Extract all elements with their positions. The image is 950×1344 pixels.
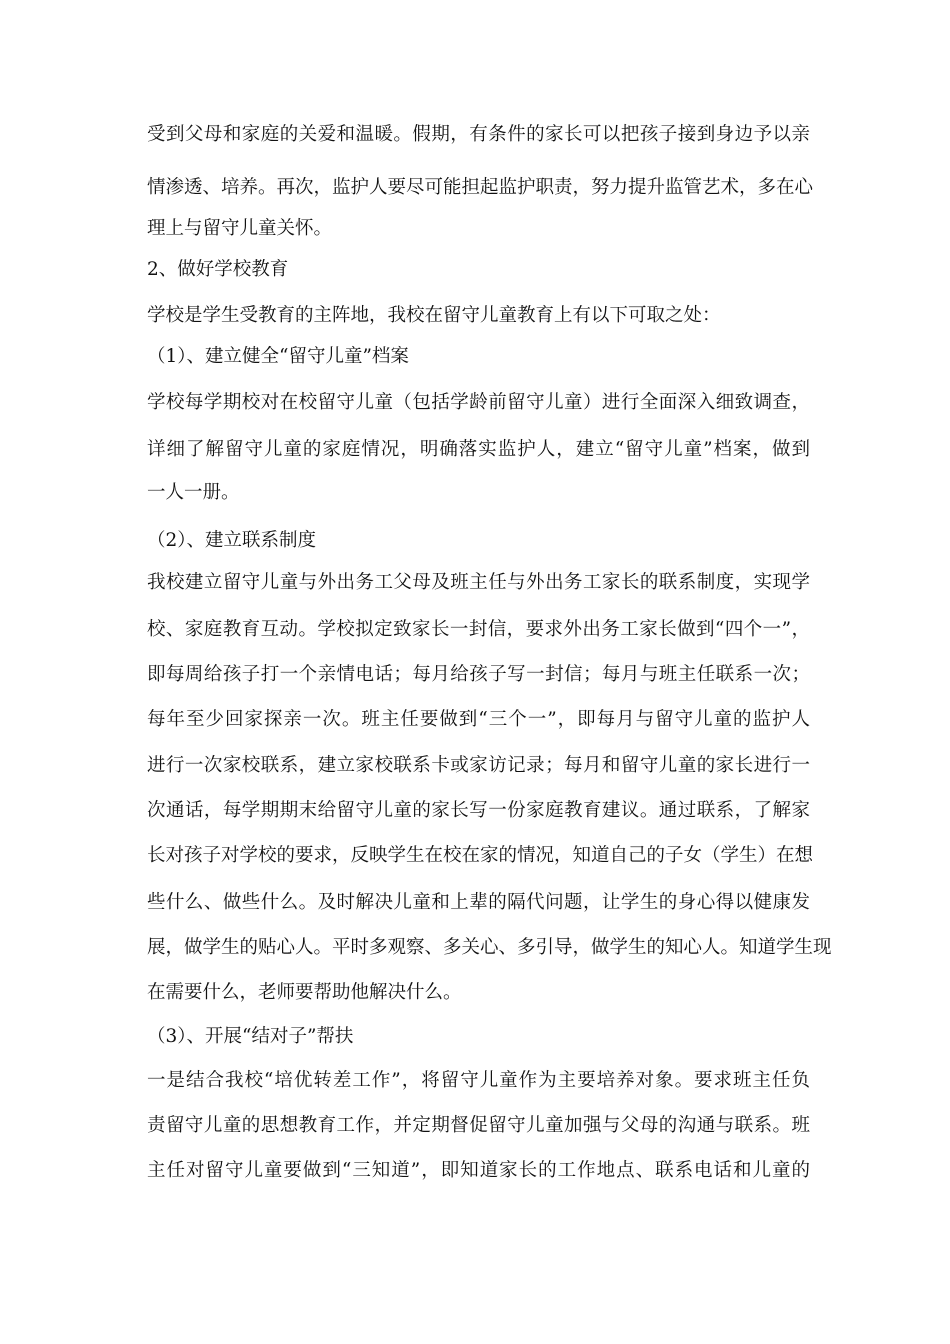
subsection-heading: （2）、建立联系制度 [147, 530, 317, 551]
paragraph-line: 我校建立留守儿童与外出务工父母及班主任与外出务工家长的联系制度，实现学 [147, 572, 810, 593]
paragraph-line: 责留守儿童的思想教育工作，并定期督促留守儿童加强与父母的沟通与联系。班 [147, 1115, 810, 1136]
paragraph-line: 进行一次家校联系，建立家校联系卡或家访记录；每月和留守儿童的家长进行一 [147, 755, 810, 776]
paragraph-line: 一人一册。 [147, 482, 240, 503]
subsection-heading: （1）、建立健全“留守儿童”档案 [147, 346, 409, 367]
paragraph-line: 些什么、做些什么。及时解决儿童和上辈的隔代问题，让学生的身心得以健康发 [147, 892, 810, 913]
paragraph-line: 即每周给孩子打一个亲情电话；每月给孩子写一封信；每月与班主任联系一次； [147, 664, 810, 685]
paragraph-line: 校、家庭教育互动。学校拟定致家长一封信，要求外出务工家长做到“四个一”， [147, 619, 810, 640]
paragraph-line: 情渗透、培养。再次，监护人要尽可能担起监护职责，努力提升监管艺术，多在心 [147, 177, 814, 198]
paragraph-line: 在需要什么，老师要帮助他解决什么。 [147, 982, 462, 1003]
paragraph-line: 次通话，每学期期末给留守儿童的家长写一份家庭教育建议。通过联系，了解家 [147, 800, 810, 821]
paragraph-line: 长对孩子对学校的要求，反映学生在校在家的情况，知道自己的子女（学生）在想 [147, 845, 814, 866]
paragraph-line: 学校是学生受教育的主阵地，我校在留守儿童教育上有以下可取之处： [147, 305, 721, 326]
paragraph-line: 理上与留守儿童关怀。 [147, 218, 333, 239]
paragraph-line: 受到父母和家庭的关爱和温暖。假期，有条件的家长可以把孩子接到身边予以亲 [147, 124, 810, 145]
paragraph-line: 每年至少回家探亲一次。班主任要做到“三个一”，即每月与留守儿童的监护人 [147, 709, 810, 730]
paragraph-line: 学校每学期校对在校留守儿童（包括学龄前留守儿童）进行全面深入细致调查， [147, 392, 810, 413]
section-heading: 2、做好学校教育 [147, 259, 289, 280]
paragraph-line: 主任对留守儿童要做到“三知道”，即知道家长的工作地点、联系电话和儿童的 [147, 1160, 810, 1181]
paragraph-line: 展，做学生的贴心人。平时多观察、多关心、多引导，做学生的知心人。知道学生现 [147, 937, 832, 958]
subsection-heading: （3）、开展“结对子”帮扶 [147, 1026, 354, 1047]
paragraph-line: 一是结合我校“培优转差工作”，将留守儿童作为主要培养对象。要求班主任负 [147, 1070, 810, 1091]
paragraph-line: 详细了解留守儿童的家庭情况，明确落实监护人，建立“留守儿童”档案，做到 [147, 439, 810, 460]
